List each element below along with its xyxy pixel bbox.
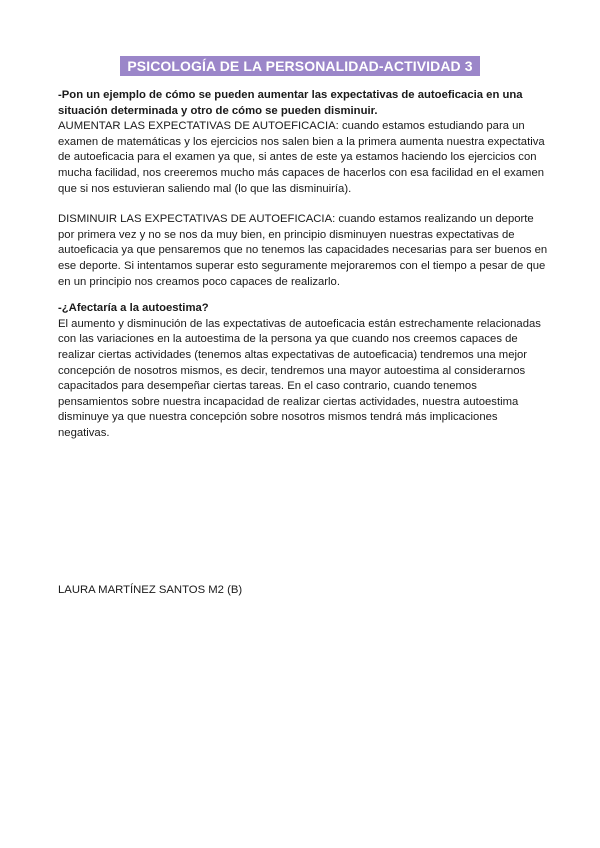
answer-2: El aumento y disminución de las expectativas de autoeficacia están estrechamente relacionadas con las variaciones en la autoestima de la persona ya que cuando nos creemos capaces de realizar ciertas actividades (tenemos altas expectativas de autoeficacia) tendremos una mejor concepción de nosotros mismos, es decir, tendremos una mayor autoestima al considerarnos capacitados para desempeñar ciertas tareas. En el caso contrario, cuando tenemos pensamientos sobre nuestra incapacidad de realizar ciertas actividades, nuestra autoestima disminuye ya que nuestra concepción sobre nosotros mismos tendrá más implicaciones negativas. xyxy=(58,317,541,439)
document-body xyxy=(58,88,548,441)
answer-1-decrease: DISMINUIR LAS EXPECTATIVAS DE AUTOEFICACIA: cuando estamos realizando un deporte por primera vez y no se nos da muy bien, en principio disminuyen nuestras expectativas de autoeficacia ya que pensaremos que no tenemos las capacidades necesarias para ser buenos en ese deporte. Si intentamos superar esto seguramente mejoraremos con el tiempo a pesar de que en un principio nos creamos poco capaces de realizarlo. xyxy=(58,213,548,288)
question-1: -Pon un ejemplo de cómo se pueden aumentar las expectativas de autoeficacia en una situación determinada y otro de cómo se pueden disminuir. xyxy=(58,89,523,117)
question-2: -¿Afectaría a la autoestima? xyxy=(58,302,209,315)
title-container xyxy=(0,56,600,76)
answer-1-increase: AUMENTAR LAS EXPECTATIVAS DE AUTOEFICACIA: cuando estamos estudiando para un examen de matemáticas y los ejercicios nos salen bien a la primera aumenta nuestra expectativa de autoeficacia para el examen ya que, si antes de este ya estamos haciendo los ejercicios con mucha facilidad, nos creeremos mucho más capaces de hacerlos con esa facilidad en el examen que si nos estuvieran saliendo mal (lo que las disminuiría). xyxy=(58,120,545,195)
author-signature: LAURA MARTÍNEZ SANTOS M2 (B) xyxy=(58,584,243,596)
document-title: PSICOLOGÍA DE LA PERSONALIDAD-ACTIVIDAD 3 xyxy=(120,56,479,76)
